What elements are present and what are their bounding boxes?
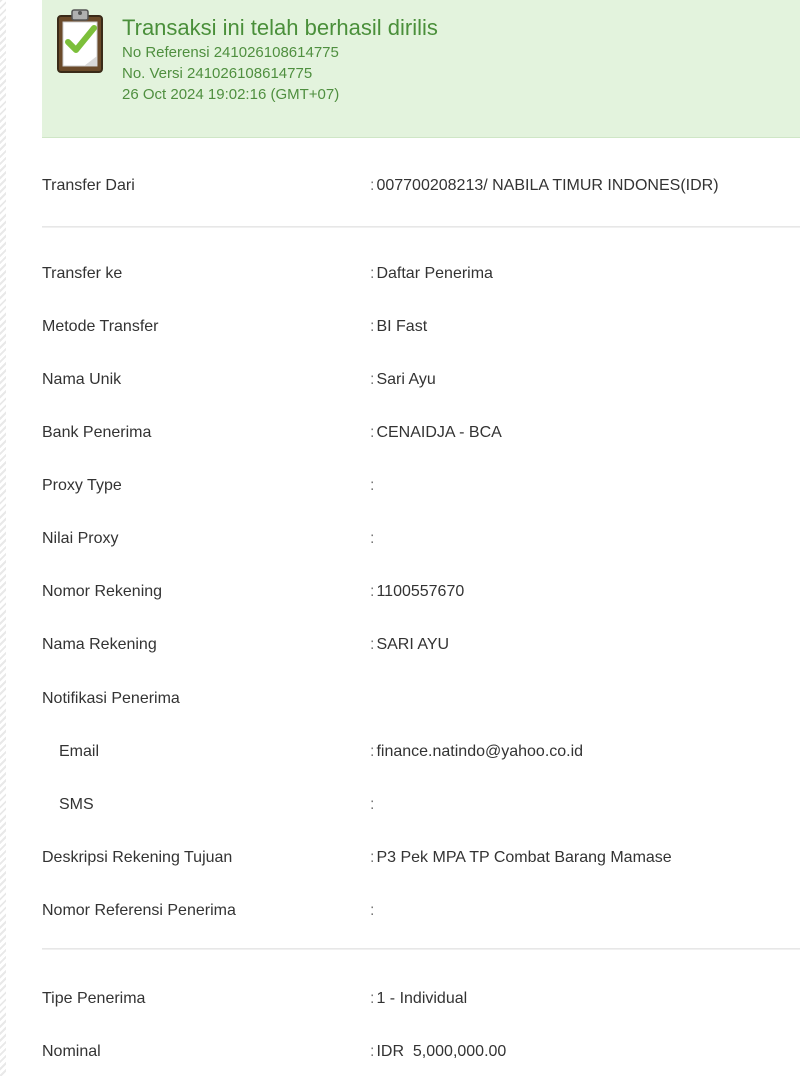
row-transfer-from bbox=[42, 172, 800, 200]
account-number-label: Nomor Rekening bbox=[42, 583, 163, 600]
row-account-name bbox=[42, 631, 800, 659]
recipient-bank-label: Bank Penerima bbox=[42, 424, 152, 441]
recipient-type-value: : 1 - Individual bbox=[370, 985, 467, 1013]
transfer-to-label: Transfer ke bbox=[42, 265, 123, 282]
destination-description-label: Deskripsi Rekening Tujuan bbox=[42, 849, 233, 866]
reference-number: No Referensi 241026108614775 bbox=[122, 44, 339, 61]
nominal-value: : IDR 5,000,000.00 bbox=[370, 1038, 506, 1066]
row-recipient-type bbox=[42, 985, 800, 1013]
account-name-label: Nama Rekening bbox=[42, 636, 157, 653]
proxy-type-label: Proxy Type bbox=[42, 477, 122, 494]
proxy-type-value bbox=[370, 472, 376, 500]
row-email bbox=[42, 738, 800, 766]
recipient-notification-label: Notifikasi Penerima bbox=[42, 690, 180, 707]
row-account-number bbox=[42, 578, 800, 606]
email-value: : finance.natindo@yahoo.co.id bbox=[370, 738, 583, 766]
recipient-bank-value: : CENAIDJA - BCA bbox=[370, 419, 502, 447]
row-sms bbox=[42, 791, 800, 819]
clipboard-check-icon bbox=[56, 6, 106, 74]
divider-top bbox=[42, 226, 800, 228]
banner-text bbox=[122, 14, 438, 105]
transfer-method-label: Metode Transfer bbox=[42, 318, 159, 335]
row-recipient-notification bbox=[42, 685, 800, 713]
account-number-value: : 1100557670 bbox=[370, 578, 464, 606]
sms-label: SMS bbox=[59, 796, 94, 813]
destination-description-value: : P3 Pek MPA TP Combat Barang Mamase bbox=[370, 844, 672, 872]
proxy-value-label: Nilai Proxy bbox=[42, 530, 119, 547]
divider-bottom bbox=[42, 948, 800, 950]
success-banner bbox=[42, 0, 800, 138]
row-transfer-to bbox=[42, 260, 800, 288]
nominal-label: Nominal bbox=[42, 1043, 101, 1060]
proxy-value-value bbox=[370, 525, 376, 553]
left-edge-pattern bbox=[0, 0, 6, 1076]
account-name-value: : SARI AYU bbox=[370, 631, 449, 659]
transfer-method-value: : BI Fast bbox=[370, 313, 427, 341]
row-proxy-type bbox=[42, 472, 800, 500]
unique-name-label: Nama Unik bbox=[42, 371, 122, 388]
row-destination-description bbox=[42, 844, 800, 872]
unique-name-value: : Sari Ayu bbox=[370, 366, 436, 394]
transfer-from-label: Transfer Dari bbox=[42, 177, 135, 194]
row-transfer-method bbox=[42, 313, 800, 341]
recipient-type-label: Tipe Penerima bbox=[42, 990, 146, 1007]
email-label: Email bbox=[59, 743, 100, 760]
recipient-reference-label: Nomor Referensi Penerima bbox=[42, 902, 236, 919]
sms-value bbox=[370, 791, 376, 819]
version-number: No. Versi 241026108614775 bbox=[122, 65, 313, 82]
transfer-to-value: : Daftar Penerima bbox=[370, 260, 493, 288]
row-nominal bbox=[42, 1038, 800, 1066]
row-recipient-reference bbox=[42, 897, 800, 925]
transaction-timestamp: 26 Oct 2024 19:02:16 (GMT+07) bbox=[122, 86, 340, 103]
transfer-from-value: : 007700208213/ NABILA TIMUR INDONES(IDR) bbox=[370, 172, 719, 200]
row-proxy-value bbox=[42, 525, 800, 553]
recipient-reference-value bbox=[370, 897, 376, 925]
banner-title: Transaksi ini telah berhasil dirilis bbox=[122, 15, 438, 40]
row-unique-name bbox=[42, 366, 800, 394]
row-recipient-bank bbox=[42, 419, 800, 447]
